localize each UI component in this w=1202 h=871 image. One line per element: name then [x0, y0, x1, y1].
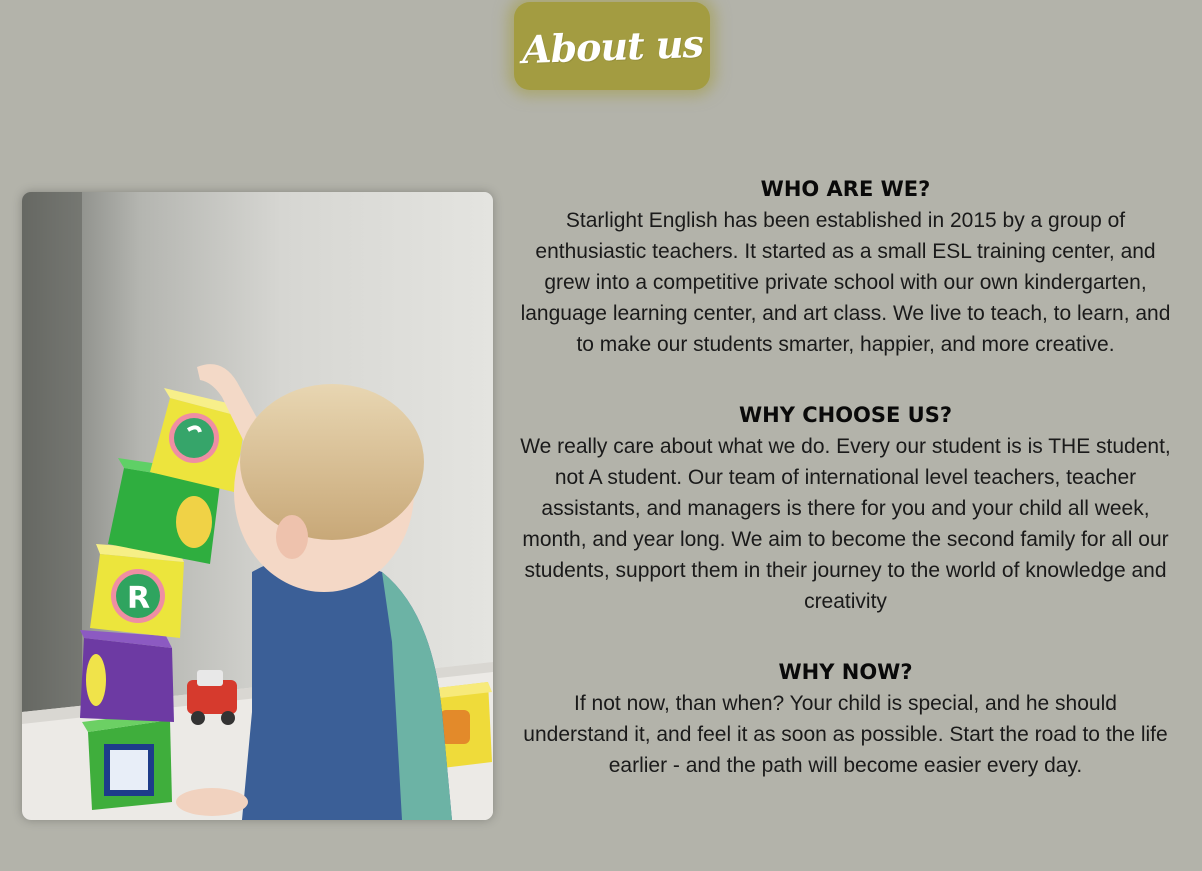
child-blocks-photo: [22, 192, 493, 820]
section-heading: WHO ARE WE?: [760, 177, 931, 201]
section-why-now: [520, 657, 1171, 781]
section-body: If not now, than when? Your child is special, and he should understand it, and feel it as soon as possible. Start the road to the life earlier - and the path will become easier every day.: [523, 692, 1168, 777]
page-title: About us: [520, 20, 704, 72]
section-who-are-we: [520, 174, 1171, 360]
section-body: Starlight English has been established in 2015 by a group of enthusiastic teachers. It started as a small ESL training center, and grew into a competitive private school with our own kindergarten, language learning center, and art class. We live to teach, to learn, and to make our students smarter, happier, and more creative.: [520, 209, 1171, 356]
svg-text:R: R: [127, 581, 151, 616]
section-heading: WHY CHOOSE US?: [738, 403, 953, 427]
about-us-badge: [514, 2, 710, 90]
section-why-choose-us: [520, 400, 1171, 617]
section-body: We really care about what we do. Every our student is is THE student, not A student. Our team of international level teachers, teacher assistants, and managers is there for you and your child all week, month, and year long. We aim to become the second family for all our students, support them in their journey to the world of knowledge and creativity: [520, 435, 1171, 613]
about-content: [520, 174, 1171, 821]
section-heading: WHY NOW?: [778, 660, 913, 684]
photo-illustration: [22, 192, 493, 820]
